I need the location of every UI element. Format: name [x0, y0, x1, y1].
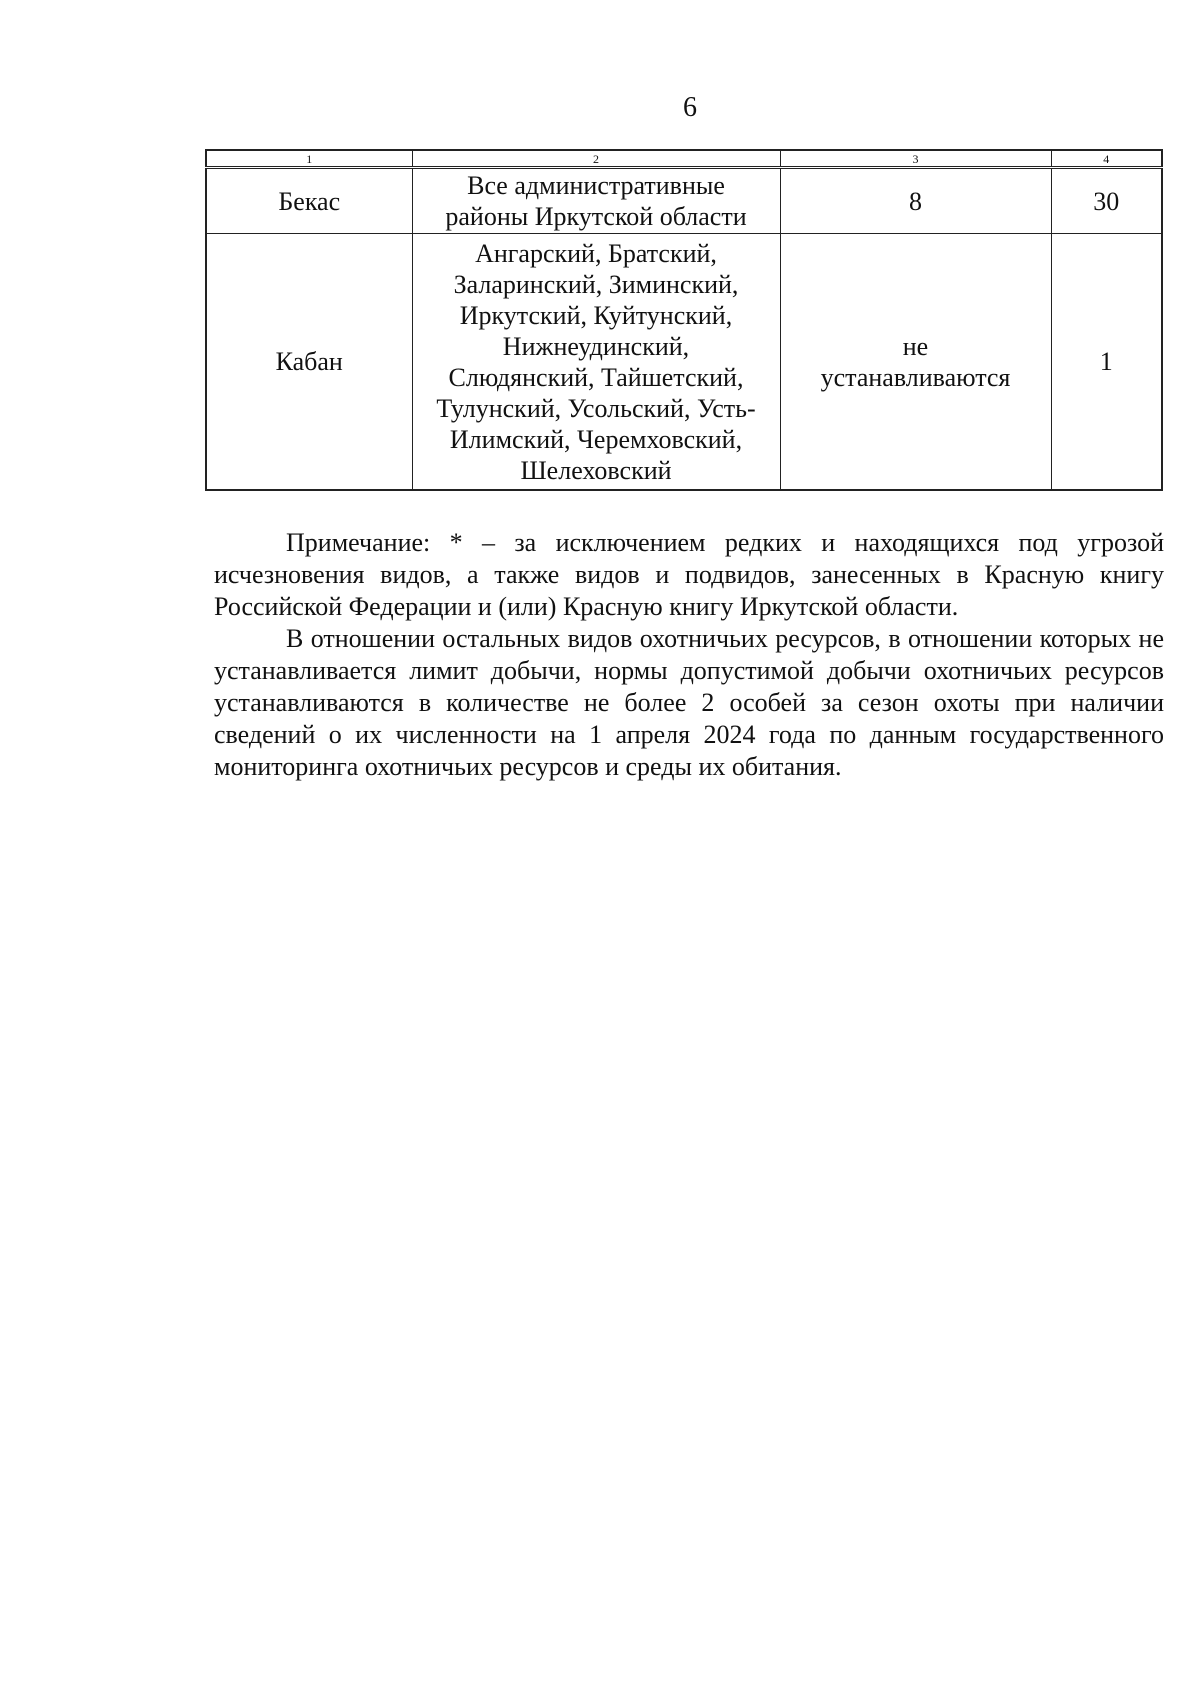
territory-line: Иркутский, Куйтунский, — [459, 300, 733, 330]
territory-line: Тулунский, Усольский, Усть- — [436, 393, 756, 423]
column-number-1: 1 — [206, 150, 412, 168]
hunting-limits-table — [205, 149, 1163, 491]
territory-line: Заларинский, Зиминский, — [453, 269, 739, 299]
table-row — [206, 234, 1162, 491]
column-number-4: 4 — [1051, 150, 1162, 168]
column-3-line: 8 — [909, 186, 922, 216]
column-number-2: 2 — [412, 150, 780, 168]
column-3-cell — [780, 234, 1051, 491]
note-paragraph: Примечание: * – за исключением редких и находящихся под угрозой исчезновения видов, а также видов и подвидов, занесенных в Красную книгу Российской Федерации и (или) Красную книгу Иркутской области. — [214, 528, 1164, 621]
column-4-cell: 30 — [1051, 168, 1162, 234]
territory-line: Слюдянский, Тайшетский, — [448, 362, 744, 392]
territory-line: Все административные — [467, 171, 725, 200]
column-number-3: 3 — [780, 150, 1051, 168]
territory-line: Илимский, Черемховский, — [449, 424, 743, 454]
notes-section — [214, 527, 1164, 783]
territory-cell — [412, 234, 780, 491]
table-row — [206, 168, 1162, 234]
species-cell: Кабан — [206, 234, 412, 491]
species-cell: Бекас — [206, 168, 412, 234]
territory-line: районы Иркутской области — [445, 202, 747, 231]
territory-cell — [412, 168, 780, 234]
other-species-paragraph: В отношении остальных видов охотничьих ресурсов, в отношении которых не устанавливается лимит добычи, нормы допустимой добычи охотничьих ресурсов устанавливаются в количестве не более 2 особей за сезон охоты при наличии сведений о их численности на 1 апреля 2024 года по данным государственного мониторинга охотничьих ресурсов и среды их обитания. — [214, 624, 1164, 781]
column-number-row — [206, 150, 1162, 168]
column-3-line: не — [902, 331, 929, 361]
territory-line: Нижнеудинский, — [502, 331, 690, 361]
page-number: 6 — [683, 92, 697, 123]
column-4-cell: 1 — [1051, 234, 1162, 491]
column-3-cell — [780, 168, 1051, 234]
territory-line: Ангарский, Братский, — [475, 238, 717, 268]
territory-line: Шелеховский — [520, 455, 672, 485]
column-3-line: устанавливаются — [820, 362, 1011, 392]
